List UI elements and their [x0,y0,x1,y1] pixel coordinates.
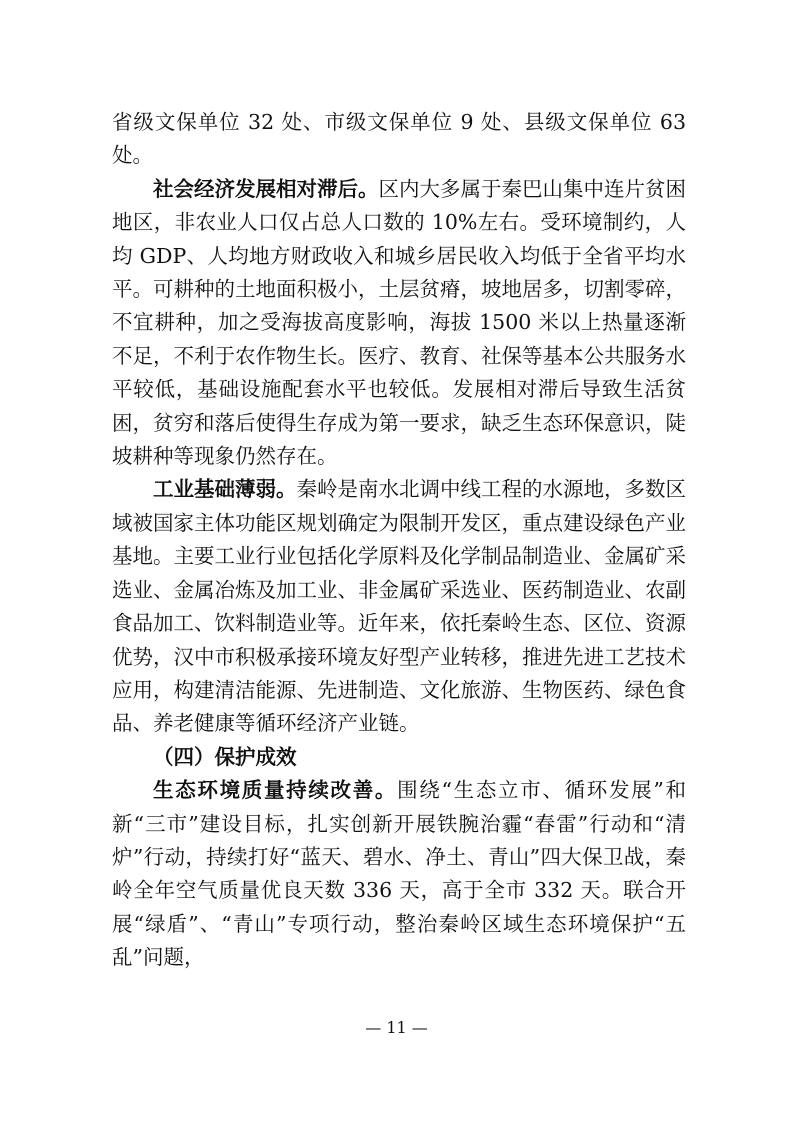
paragraph-continuation: 省级文保单位 32 处、市级文保单位 9 处、县级文保单位 63 处。 [112,110,686,168]
document-body [112,106,686,975]
paragraph-lead: 社会经济发展相对滞后。 [153,176,379,201]
paragraph-text: 围绕“生态立市、循环发展”和新“三市”建设目标，扎实创新开展铁腕治霾“春雷”行动和“清炉”行动，持续打好“蓝天、碧水、净土、青山”四大保卫战，秦岭全年空气质量优良天数 336 天，高于全市 332 天。联合开展“绿盾”、“青山”专项行动，整治秦岭区域生态环境保护“五乱”问题， [112,778,686,970]
page-number: — 11 — [365,1018,428,1037]
paragraph-social-economy [112,173,686,474]
paragraph-ecology [112,774,686,974]
paragraph-text: 秦岭是南水北调中线工程的水源地，多数区域被国家主体功能区规划确定为限制开发区，重点建设绿色产业基地。主要工业行业包括化学原料及化学制品制造业、金属矿采选业、金属冶炼及加工业、非金属矿采选业、医药制造业、农副食品加工、饮料制造业等。近年来，依托秦岭生态、区位、资源优势，汉中市积极承接环境友好型产业转移，推进先进工艺技术应用，构建清洁能源、先进制造、文化旅游、生物医药、绿色食品、养老健康等循环经济产业链。 [112,477,686,736]
paragraph-lead: 生态环境质量持续改善。 [153,778,398,803]
paragraph-text: 区内大多属于秦巴山集中连片贫困地区，非农业人口仅占总人口数的 10%左右。受环境制约，人均 GDP、人均地方财政收入和城乡居民收入均低于全省平均水平。可耕种的土地面积极小，土层贫瘠，坡地居多，切割零碎，不宜耕种，加之受海拔高度影响，海拔 1500 米以上热量逐渐不足，不利于农作物生长。医疗、教育、社保等基本公共服务水平较低，基础设施配套水平也较低。发展相对滞后导致生活贫困，贫穷和落后使得生存成为第一要求，缺乏生态环保意识，陡坡耕种等现象仍然存在。 [112,176,686,469]
paragraph-industry [112,473,686,740]
paragraph-lead: 工业基础薄弱。 [153,477,297,502]
section-heading: （四）保护成效 [153,744,297,769]
